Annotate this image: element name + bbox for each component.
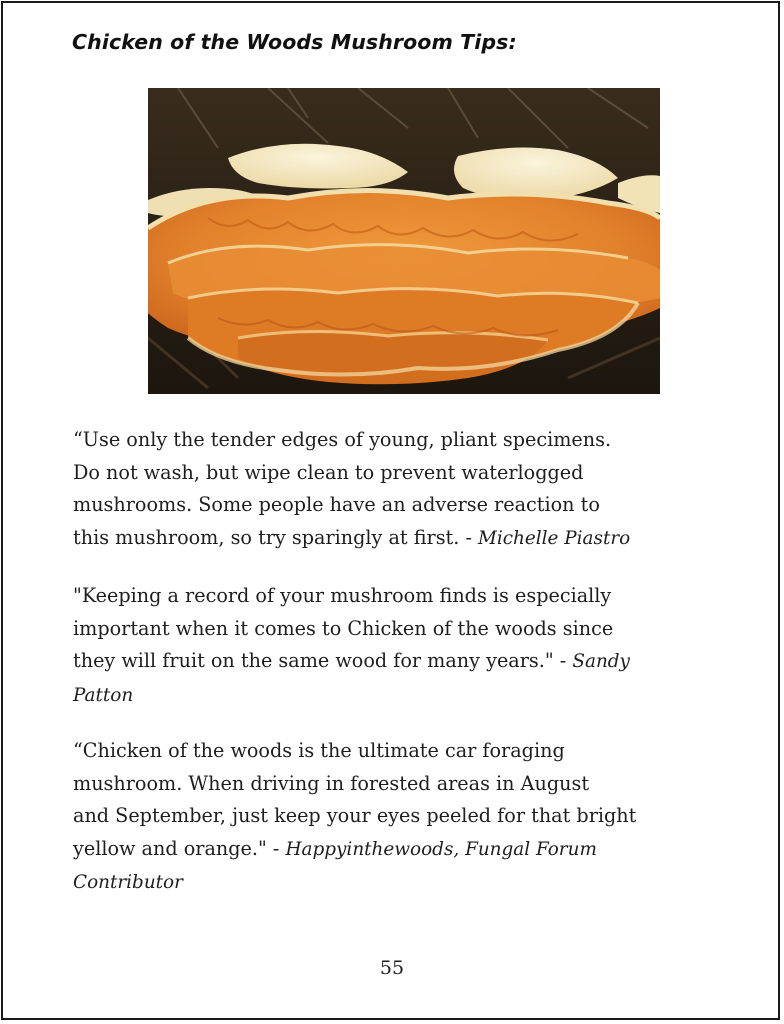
quote-text: "Keeping a record of your mushroom finds is especially important when it comes to Chicken of the woods since they will fruit on the same wood for many years." - bbox=[73, 584, 614, 672]
quote-happyinthewoods bbox=[73, 735, 745, 900]
quote-attribution: Michelle Piastro bbox=[478, 527, 631, 549]
page-heading: Chicken of the Woods Mushroom Tips: bbox=[72, 30, 517, 54]
quote-sandy-patton bbox=[73, 580, 745, 712]
quote-attribution: Sandy Patton bbox=[73, 651, 630, 706]
mushroom-photo bbox=[148, 88, 660, 394]
quote-text: “Use only the tender edges of young, pliant specimens. Do not wash, but wipe clean to prevent waterlogged mushrooms. Some people have an adverse reaction to this mushroom, so try sparingly at first. - bbox=[73, 428, 612, 549]
quote-michelle-piastro bbox=[73, 424, 745, 555]
page-number: 55 bbox=[379, 957, 405, 979]
quote-text: “Chicken of the woods is the ultimate car foraging mushroom. When driving in forested areas in August and September, just keep your eyes peeled for that bright yellow and orange." - bbox=[73, 739, 637, 860]
quote-attribution: Happyinthewoods, Fungal Forum Contributor bbox=[73, 838, 597, 893]
